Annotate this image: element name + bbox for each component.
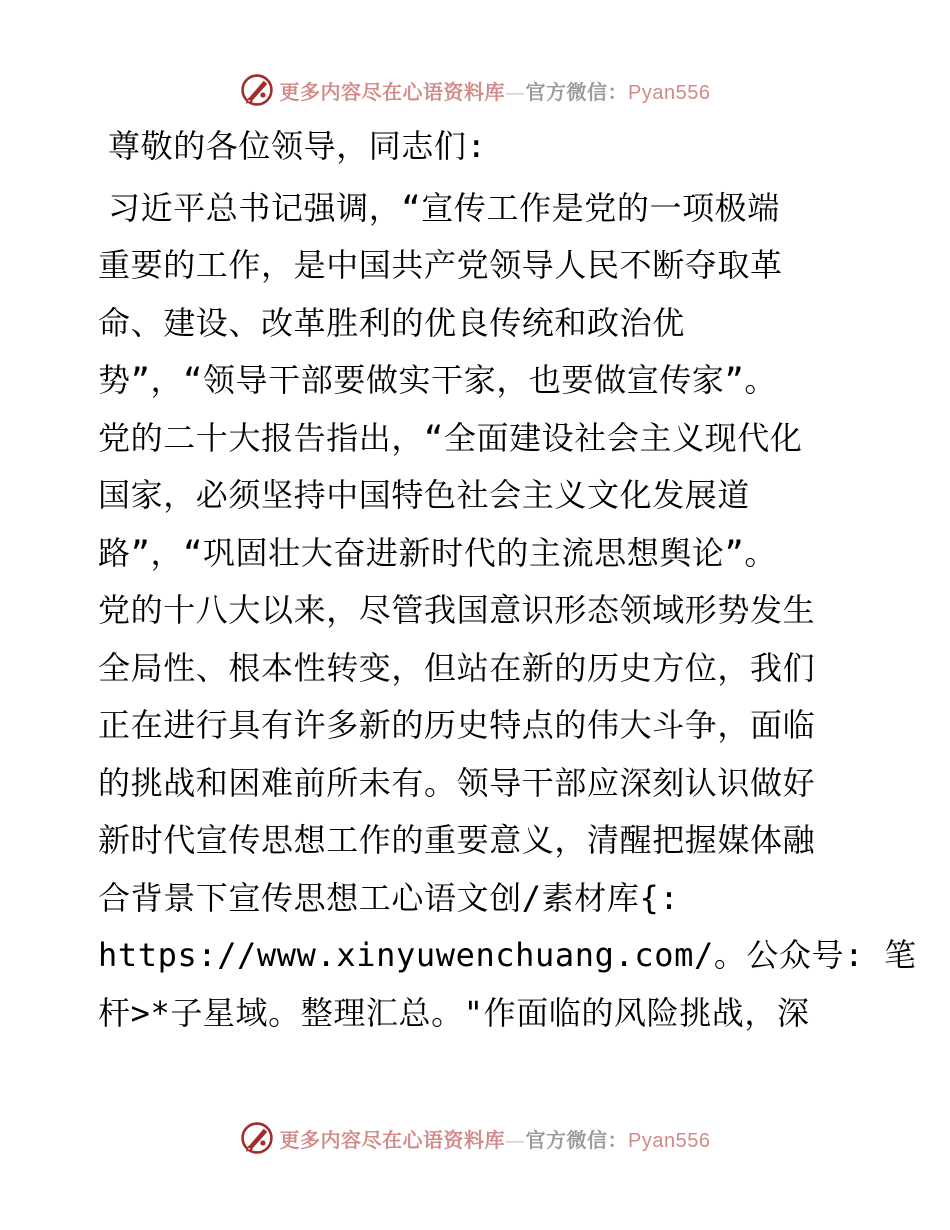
header-watermark-dash: — — [505, 79, 526, 104]
footer-watermark-title: 更多内容尽在心语资料库 — [279, 1127, 506, 1152]
paragraph-line: 全局性、根本性转变，但站在新的历史方位，我们 — [98, 648, 816, 687]
paragraph-line: 党的二十大报告指出，“全面建设社会主义现代化 — [98, 418, 803, 457]
pen-logo-icon — [240, 1121, 274, 1155]
footer-watermark-text — [280, 1124, 711, 1153]
document-body — [98, 118, 917, 1042]
paragraph-line: 路”，“巩固壮大奋进新时代的主流思想舆论”。 — [98, 533, 777, 572]
footer-watermark-sub: 官方微信： — [525, 1127, 629, 1152]
paragraph-line: 新时代宣传思想工作的重要意义，清醒把握媒体融 — [98, 821, 816, 859]
paragraph-line: 合背景下宣传思想工心语文创/素材库{: — [98, 878, 680, 917]
footer-watermark-banner — [0, 1116, 950, 1160]
salutation: 尊敬的各位领导，同志们: — [108, 127, 487, 165]
pen-logo-icon — [240, 73, 274, 107]
paragraph-line: https://www.xinyuwenchuang.com/。公众号: 笔 — [98, 936, 917, 974]
footer-watermark-dash: — — [505, 1127, 526, 1152]
paragraph-line: 习近平总书记强调，“宣传工作是党的一项极端 — [108, 188, 780, 227]
header-watermark-banner — [0, 68, 950, 112]
header-watermark-text — [280, 76, 711, 105]
footer-watermark-inner — [240, 1121, 711, 1155]
paragraph-line: 杆>*子星域。整理汇总。"作面临的风险挑战，深 — [98, 993, 810, 1032]
paragraph-line: 党的十八大以来，尽管我国意识形态领域形势发生 — [98, 591, 816, 629]
paragraph-line: 命、建设、改革胜利的优良传统和政治优 — [98, 303, 685, 342]
paragraph-line: 国家，必须坚持中国特色社会主义文化发展道 — [98, 476, 751, 514]
paragraph-line: 的挑战和困难前所未有。领导干部应深刻认识做好 — [98, 763, 816, 802]
paragraph-line: 正在进行具有许多新的历史特点的伟大斗争，面临 — [98, 706, 816, 744]
paragraph-line: 重要的工作，是中国共产党领导人民不断夺取革 — [98, 246, 783, 284]
header-watermark-inner — [240, 73, 711, 107]
header-watermark-sub: 官方微信： — [525, 79, 629, 104]
header-watermark-title: 更多内容尽在心语资料库 — [279, 79, 506, 104]
header-watermark-id: Pyan556 — [628, 81, 711, 104]
footer-watermark-id: Pyan556 — [628, 1129, 711, 1152]
paragraph-line: 势”，“领导干部要做实干家，也要做宣传家”。 — [98, 361, 777, 399]
